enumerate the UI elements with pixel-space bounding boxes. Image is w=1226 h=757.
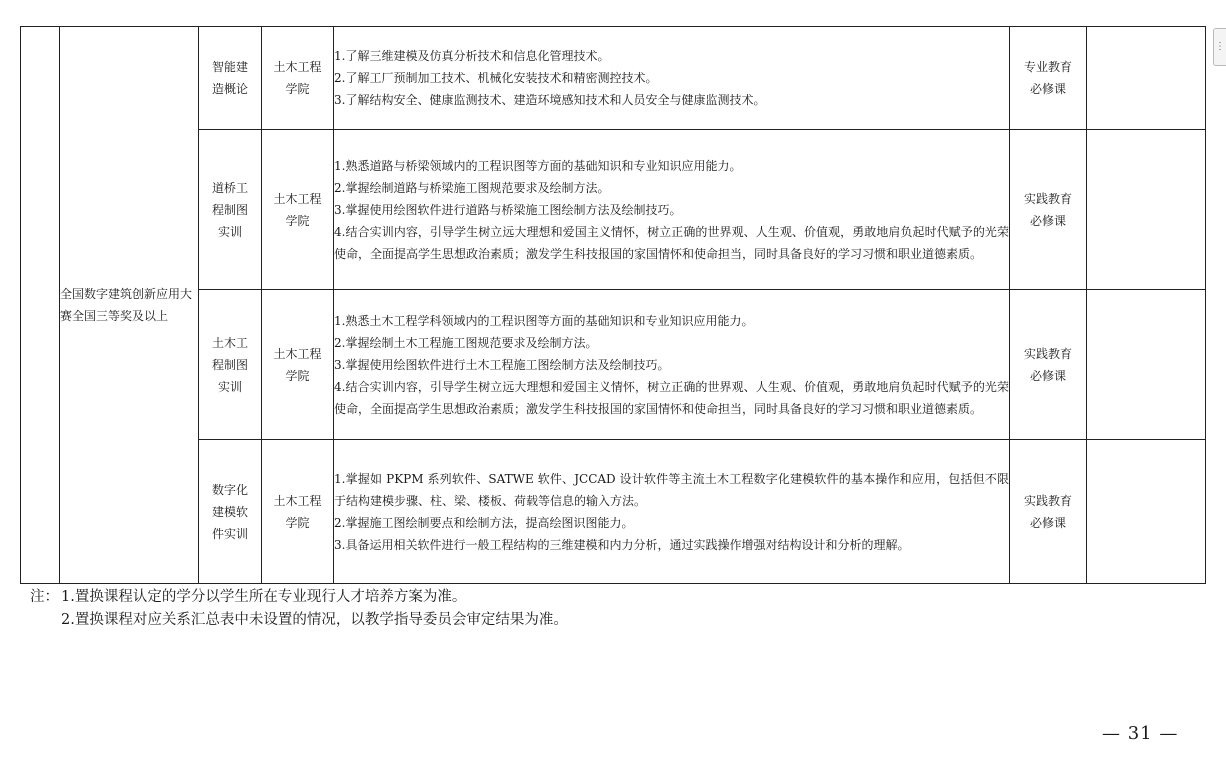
content-cell xyxy=(334,130,1010,290)
table-row xyxy=(21,290,1206,440)
content-item: 1.熟悉土木工程学科领域内的工程识图等方面的基础知识和专业知识应用能力。 xyxy=(334,313,754,328)
course-name-line: 土木工 xyxy=(211,335,248,350)
course-name-line: 道桥工 xyxy=(211,180,248,195)
course-name-line: 数字化 xyxy=(211,482,248,497)
course-name-line: 程制图 xyxy=(211,357,248,372)
content-item: 3.具备运用相关软件进行一般工程结构的三维建模和内力分析，通过实践操作增强对结构设计和分析的理解。 xyxy=(334,537,910,552)
footnote-prefix: 注： xyxy=(30,589,59,605)
college-line: 学院 xyxy=(285,368,310,383)
college-line: 土木工程 xyxy=(273,493,322,508)
course-name-line: 件实训 xyxy=(211,526,248,541)
panel-toggle-icon[interactable]: ⋮ xyxy=(1213,28,1226,66)
course-name-line: 实训 xyxy=(217,379,242,394)
table-row xyxy=(21,130,1206,290)
content-item: 3.了解结构安全、健康监测技术、建造环境感知技术和人员安全与健康监测技术。 xyxy=(334,93,766,107)
footnote-item: 1.置换课程认定的学分以学生所在专业现行人才培养方案为准。 xyxy=(61,589,467,605)
college-cell xyxy=(262,27,334,130)
course-name-line: 智能建 xyxy=(211,60,248,74)
course-name-line: 实训 xyxy=(217,224,242,239)
content-cell xyxy=(334,290,1010,440)
course-type-line: 实践教育 xyxy=(1023,191,1072,206)
content-item: 2.了解工厂预制加工技术、机械化安装技术和精密测控技术。 xyxy=(334,71,658,85)
award-cell xyxy=(60,27,199,584)
content-cell xyxy=(334,27,1010,130)
footnotes xyxy=(30,586,568,632)
content-item: 4.结合实训内容，引导学生树立远大理想和爱国主义情怀，树立正确的世界观、人生观、价值观，勇敢地肩负起时代赋予的光荣使命，全面提高学生思想政治素质；激发学生科技报国的家国情怀和使命担当，同时具备良好的学习习惯和职业道德素质。 xyxy=(334,224,1009,261)
college-line: 土木工程 xyxy=(273,60,322,74)
content-item: 1.熟悉道路与桥梁领域内的工程识图等方面的基础知识和专业知识应用能力。 xyxy=(334,158,742,173)
remark-cell xyxy=(1087,27,1206,130)
content-cell xyxy=(334,440,1010,584)
content-item: 1.掌握如 PKPM 系列软件、SATWE 软件、JCCAD 设计软件等主流土木工程数字化建模软件的基本操作和应用，包括但不限于结构建模步骤、柱、梁、楼板、荷载等信息的输入方法。 xyxy=(334,471,1009,508)
course-name-cell xyxy=(199,130,262,290)
course-type-line: 必修课 xyxy=(1029,515,1066,530)
college-cell xyxy=(262,130,334,290)
college-line: 学院 xyxy=(285,515,310,530)
course-type-cell xyxy=(1010,130,1087,290)
remark-cell xyxy=(1087,130,1206,290)
footnote-item: 2.置换课程对应关系汇总表中未设置的情况，以教学指导委员会审定结果为准。 xyxy=(61,612,568,628)
course-name-line: 造概论 xyxy=(211,82,248,96)
content-item: 2.掌握施工图绘制要点和绘制方法，提高绘图识图能力。 xyxy=(334,515,634,530)
course-type-line: 必修课 xyxy=(1029,213,1066,228)
course-name-cell xyxy=(199,440,262,584)
college-cell xyxy=(262,440,334,584)
college-line: 土木工程 xyxy=(273,191,322,206)
content-item: 4.结合实训内容，引导学生树立远大理想和爱国主义情怀，树立正确的世界观、人生观、价值观，勇敢地肩负起时代赋予的光荣使命，全面提高学生思想政治素质；激发学生科技报国的家国情怀和使命担当，同时具备良好的学习习惯和职业道德素质。 xyxy=(334,379,1009,416)
course-name-line: 程制图 xyxy=(211,202,248,217)
course-type-cell xyxy=(1010,290,1087,440)
table-row xyxy=(21,27,1206,130)
college-line: 学院 xyxy=(285,213,310,228)
course-replacement-table xyxy=(20,26,1206,584)
course-type-line: 实践教育 xyxy=(1023,493,1072,508)
footnote-row xyxy=(30,609,568,632)
page-number: — 31 — xyxy=(1102,723,1179,744)
course-type-line: 必修课 xyxy=(1029,368,1066,383)
index-cell xyxy=(21,27,60,584)
course-type-line: 专业教育 xyxy=(1023,60,1072,74)
footnote-row xyxy=(30,586,568,609)
remark-cell xyxy=(1087,440,1206,584)
course-type-cell xyxy=(1010,27,1087,130)
course-type-line: 必修课 xyxy=(1029,82,1066,96)
course-type-line: 实践教育 xyxy=(1023,346,1072,361)
award-text: 全国数字建筑创新应用大赛全国三等奖及以上 xyxy=(60,287,193,323)
course-type-cell xyxy=(1010,440,1087,584)
content-item: 1.了解三维建模及仿真分析技术和信息化管理技术。 xyxy=(334,49,610,63)
college-line: 土木工程 xyxy=(273,346,322,361)
content-item: 2.掌握绘制土木工程施工图规范要求及绘制方法。 xyxy=(334,335,598,350)
table-row xyxy=(21,440,1206,584)
content-item: 3.掌握使用绘图软件进行道路与桥梁施工图绘制方法及绘制技巧。 xyxy=(334,202,682,217)
content-item: 2.掌握绘制道路与桥梁施工图规范要求及绘制方法。 xyxy=(334,180,610,195)
course-name-cell xyxy=(199,290,262,440)
content-item: 3.掌握使用绘图软件进行土木工程施工图绘制方法及绘制技巧。 xyxy=(334,357,670,372)
course-name-line: 建模软 xyxy=(211,504,248,519)
remark-cell xyxy=(1087,290,1206,440)
college-cell xyxy=(262,290,334,440)
college-line: 学院 xyxy=(285,82,310,96)
course-name-cell xyxy=(199,27,262,130)
